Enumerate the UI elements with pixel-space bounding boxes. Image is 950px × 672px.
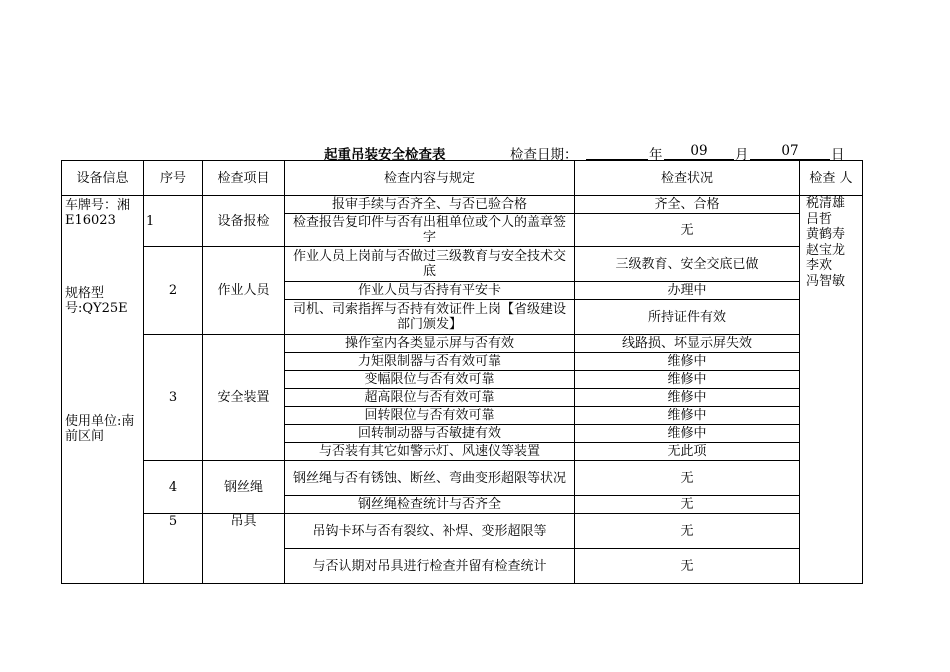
equipment-info-cell	[62, 196, 144, 584]
form-title-row	[324, 143, 864, 161]
form-title: 起重吊装安全检查表	[324, 147, 446, 163]
check-item-cell: 设备报检	[203, 196, 285, 247]
table-header-row	[62, 161, 863, 196]
inspector-name: 冯智敏	[806, 273, 846, 289]
status-cell[interactable]: 齐全、合格	[575, 196, 800, 214]
year-field[interactable]	[586, 143, 648, 160]
status-cell[interactable]: 无	[575, 214, 800, 247]
header-equipment-info: 设备信息	[62, 161, 144, 196]
table-row	[62, 196, 863, 214]
content-cell: 检查报告复印件与否有出租单位或个人的盖章签字	[285, 214, 575, 247]
month-field[interactable]: 09	[664, 143, 734, 160]
content-cell: 吊钩卡环与否有裂纹、补焊、变形超限等	[285, 514, 575, 549]
content-cell: 钢丝绳检查统计与否齐全	[285, 496, 575, 514]
inspector-name: 黄鹤寿	[806, 227, 846, 242]
table-row	[62, 335, 863, 353]
header-inspector: 检查 人	[800, 161, 863, 196]
inspector-name: 李欢	[806, 258, 833, 273]
content-cell: 与否装有其它如警示灯、风速仪等装置	[285, 443, 575, 461]
status-cell[interactable]: 维修中	[575, 425, 800, 443]
check-item-cell: 安全装置	[203, 335, 285, 461]
content-cell: 变幅限位与否有效可靠	[285, 371, 575, 389]
check-item-cell: 吊具	[203, 514, 285, 584]
seq-cell: 5	[144, 514, 203, 584]
status-cell[interactable]: 无	[575, 496, 800, 514]
status-cell[interactable]: 维修中	[575, 353, 800, 371]
content-cell: 回转限位与否有效可靠	[285, 407, 575, 425]
check-item-cell: 作业人员	[203, 247, 285, 335]
header-check-status: 检查状况	[575, 161, 800, 196]
header-check-content: 检查内容与规定	[285, 161, 575, 196]
status-cell[interactable]: 办理中	[575, 282, 800, 300]
inspector-name: 税清雄	[806, 196, 846, 211]
status-cell[interactable]: 无	[575, 549, 800, 584]
plate-number: 车牌号：湘E16023	[65, 198, 131, 228]
seq-cell: 3	[144, 335, 203, 461]
status-cell[interactable]: 所持证件有效	[575, 300, 800, 335]
content-cell: 作业人员与否持有平安卡	[285, 282, 575, 300]
header-check-item: 检查项目	[203, 161, 285, 196]
status-cell[interactable]: 维修中	[575, 371, 800, 389]
seq-cell: 2	[144, 247, 203, 335]
day-field[interactable]: 07	[750, 143, 830, 160]
model-number: 规格型号:QY25E	[65, 286, 128, 316]
status-cell[interactable]: 无	[575, 514, 800, 549]
day-unit: 日	[831, 147, 845, 163]
seq-cell: 1	[144, 196, 203, 247]
inspector-name: 赵宝龙	[806, 242, 846, 258]
status-cell[interactable]: 维修中	[575, 407, 800, 425]
content-cell: 作业人员上岗前与否做过三级教育与安全技术交底	[285, 247, 575, 282]
status-cell[interactable]: 无此项	[575, 443, 800, 461]
using-unit: 使用单位:南前区间	[65, 414, 135, 444]
seq-cell: 4	[144, 461, 203, 514]
inspection-table	[61, 160, 863, 584]
status-cell[interactable]: 无	[575, 461, 800, 496]
content-cell: 钢丝绳与否有锈蚀、断丝、弯曲变形超限等状况	[285, 461, 575, 496]
content-cell: 与否认期对吊具进行检查并留有检查统计	[285, 549, 575, 584]
status-cell[interactable]: 线路损、坏显示屏失效	[575, 335, 800, 353]
check-item-cell: 钢丝绳	[203, 461, 285, 514]
content-cell: 力矩限制器与否有效可靠	[285, 353, 575, 371]
status-cell[interactable]: 维修中	[575, 389, 800, 407]
header-seq: 序号	[144, 161, 203, 196]
content-cell: 超高限位与否有效可靠	[285, 389, 575, 407]
content-cell: 报审手续与否齐全、与否已验合格	[285, 196, 575, 214]
content-cell: 司机、司索指挥与否持有效证件上岗【省级建设部门颁发】	[285, 300, 575, 335]
status-cell[interactable]: 三级教育、安全交底已做	[575, 247, 800, 282]
content-cell: 操作室内各类显示屏与否有效	[285, 335, 575, 353]
table-row	[62, 514, 863, 549]
table-row	[62, 461, 863, 496]
inspector-name: 吕哲	[806, 211, 833, 227]
content-cell: 回转制动器与否敏捷有效	[285, 425, 575, 443]
date-label: 检查日期：	[510, 147, 578, 163]
month-unit: 月	[735, 147, 749, 163]
inspectors-cell	[800, 196, 863, 584]
table-row	[62, 247, 863, 282]
year-unit: 年	[649, 147, 663, 163]
